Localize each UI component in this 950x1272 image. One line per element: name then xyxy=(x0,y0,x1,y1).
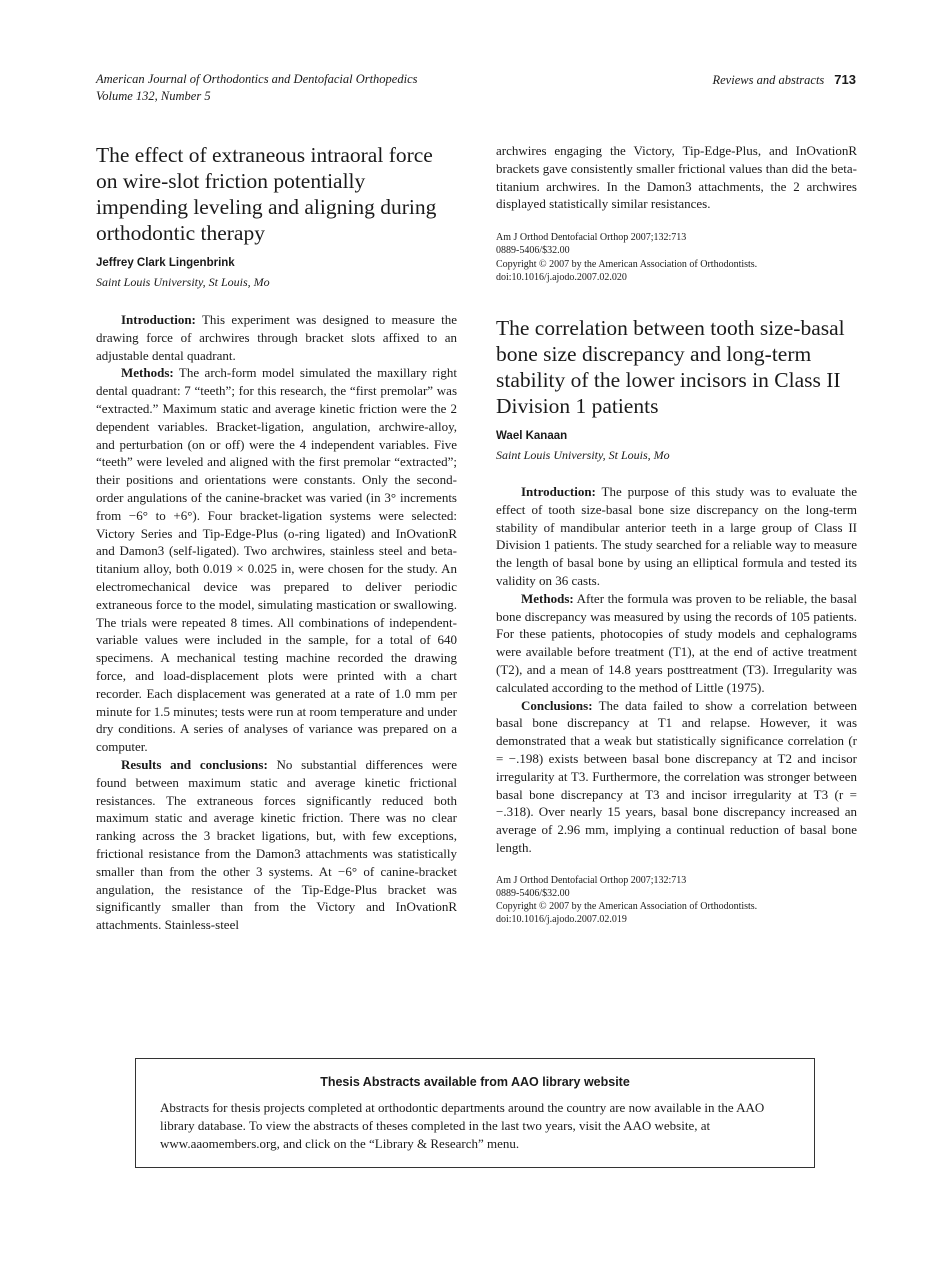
article1-intro-label: Introduction: xyxy=(121,312,196,327)
article1-citation xyxy=(496,231,857,284)
right-column xyxy=(496,142,857,927)
article1-methods xyxy=(96,364,457,756)
article2-methods-label: Methods: xyxy=(521,590,574,606)
article2-author: Wael Kanaan xyxy=(496,430,568,442)
running-header-journal xyxy=(96,71,418,105)
article1-author: Jeffrey Clark Lingenbrink xyxy=(96,257,235,269)
article2-citation-issn: 0889-5406/$32.00 xyxy=(496,887,570,899)
article2-conclusions-text: The data failed to show a correlation between basal bone discrepancy at T1 and relapse. However, it was demonstrated that a weak but statistically significance correlation (r = −.198) exists between basal bone discrepancy at T2 and incisor irregularity at T3. Furthermore, the correlation was stronger between basal bone discrepancy at T3 and incisor irregularity at T3 (r = −.318). Over nearly 15 years, basal bone discrepancy increased an average of 2.96 mm, implying a continual reduction of basal bone length. xyxy=(496,697,857,855)
article2-body xyxy=(496,483,857,857)
article1-results xyxy=(96,756,457,934)
article2-conclusions-label: Conclusions: xyxy=(521,697,593,713)
article1-results-label: Results and conclusions: xyxy=(121,756,268,772)
article1-intro-text: This experiment was designed to measure the drawing force of archwires through bracket slots affixed to an adjustable dental quadrant. xyxy=(96,312,457,363)
article1-citation-copyright: Copyright © 2007 by the American Association of Orthodontists. xyxy=(496,258,758,270)
article1-affiliation: Saint Louis University, St Louis, Mo xyxy=(96,275,270,289)
article1-results-text: No substantial differences were found between maximum static and average kinetic frictional resistances. The extraneous forces significantly reduced both maximum static and average kinetic friction. There was no clear ranking across the 3 bracket ligations, but, with few exceptions, frictional resistance from the Damon3 attachments was statistically smaller than from the other 3 systems. At −6° of canine-bracket angulation, the resistance of the Tip-Edge-Plus bracket was significantly smaller than from the Victory and InOvationR attachments. Stainless-steel xyxy=(96,756,457,933)
article2-intro xyxy=(496,483,857,590)
article1-citation-issn: 0889-5406/$32.00 xyxy=(496,245,570,257)
article1-title: The effect of extraneous intraoral force on wire-slot friction potentially impending leveling and aligning during orthodontic therapy xyxy=(96,143,437,245)
article2-intro-label: Introduction: xyxy=(521,484,596,499)
article1-citation-ref: Am J Orthod Dentofacial Orthop 2007;132:713 xyxy=(496,232,687,244)
article2-affiliation: Saint Louis University, St Louis, Mo xyxy=(496,448,670,462)
article2-citation-copyright: Copyright © 2007 by the American Association of Orthodontists. xyxy=(496,901,758,913)
article2-methods-text: After the formula was proven to be reliable, the basal bone discrepancy was measured by using the records of 105 patients. For these patients, photocopies of study models and cephalograms were available before treatment (T1), at the end of active treatment (T2), and a mean of 14.8 years posttreatment (T3). Irregularity was calculated according to the method of Little (1975). xyxy=(496,590,857,695)
article1-citation-doi: doi:10.1016/j.ajodo.2007.02.020 xyxy=(496,271,627,283)
thesis-abstracts-notice xyxy=(135,1058,815,1168)
article1-continued-text: archwires engaging the Victory, Tip-Edge-Plus, and InOvationR brackets gave consistently smaller frictional values than did the beta-titanium archwires. In the Damon3 attachments, the 2 archwires displayed statistically similar resistances. xyxy=(496,143,857,212)
running-header-section xyxy=(713,71,857,89)
article2-intro-text: The purpose of this study was to evaluate the effect of tooth size-basal bone size discrepancy on the long-term stability of mandibular anterior teeth in a large group of Class II Division 1 patients. The study searched for a reliable way to measure the length of basal bone by using an elliptical formula and tested its validity on 36 casts. xyxy=(496,484,857,588)
left-column xyxy=(96,142,457,934)
article1-intro xyxy=(96,311,457,364)
article1-body xyxy=(96,311,457,934)
section-name: Reviews and abstracts xyxy=(712,73,825,87)
article1-continued xyxy=(496,142,857,213)
article2-conclusions xyxy=(496,697,857,857)
article2-citation-ref: Am J Orthod Dentofacial Orthop 2007;132:713 xyxy=(496,874,687,886)
article2-citation-doi: doi:10.1016/j.ajodo.2007.02.019 xyxy=(496,914,627,926)
journal-name: American Journal of Orthodontics and Dentofacial Orthopedics xyxy=(96,72,418,86)
thesis-notice-title: Thesis Abstracts available from AAO library website xyxy=(320,1075,630,1089)
page-number: 713 xyxy=(834,72,856,87)
journal-volume: Volume 132, Number 5 xyxy=(96,89,211,103)
article1-methods-label: Methods: xyxy=(121,365,174,381)
article2-methods xyxy=(496,590,857,697)
thesis-notice-body: Abstracts for thesis projects completed at orthodontic departments around the country are now available in the AAO library database. To view the abstracts of theses completed in the last two years, visit the AAO website, at www.aaomembers.org, and click on the “Library & Research” menu. xyxy=(160,1100,765,1151)
article2-title: The correlation between tooth size-basal bone size discrepancy and long-term stability of the lower incisors in Class II Division 1 patients xyxy=(496,316,845,418)
article2-citation xyxy=(496,874,857,927)
article1-methods-text: The arch-form model simulated the maxillary right dental quadrant: 7 “teeth”; for this research, the “first premolar” was “extracted.” Maximum static and average kinetic friction were the 2 dependent variables. Bracket-ligation, angulation, archwire-alloy, and perturbation (on or off) were the 4 independent variables. Five “teeth” were leveled and aligned with the first premolar “extracted”; their positions and orientations were constants. Only the second-order angulations of the canine-bracket was varied (in 3° increments from −6° to +6°). Four bracket-ligation systems were selected: Victory Series and Tip-Edge-Plus (o-ring ligated) and InOvationR and Damon3 (self-ligated). Two archwires, stainless steel and beta-titanium alloy, both 0.019 × 0.025 in, were chosen for the study. An electromechanical device was prepared to deliver periodic extraneous force to the model, simulating mastication or swallowing. The trials were repeated 8 times. All combinations of independent-variable values were included in the sample, for a total of 640 specimens. A mechanical testing machine recorded the drawing force, and load-displacement plots were printed with a chart recorder. Each displacement was generated at a rate of 1.0 mm per minute for 1.5 minutes; tests were run at room temperature and under dry conditions. A series of analyses of variance was prepared on a computer. xyxy=(96,365,458,755)
